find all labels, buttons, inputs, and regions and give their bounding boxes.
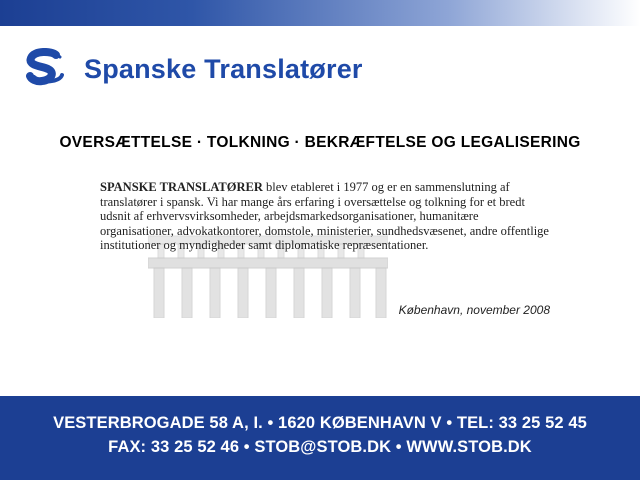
- intro-lead: SPANSKE TRANSLATØRER: [100, 180, 263, 194]
- services-heading: OVERSÆTTELSE · TOLKNING · BEKRÆFTELSE OG LEGALISERING: [59, 134, 581, 151]
- top-gradient-band: [0, 0, 640, 26]
- signoff-place-date: København, november 2008: [398, 303, 550, 317]
- brand-name: Spanske Translatører: [84, 54, 363, 84]
- intro-body: blev etableret i 1977 og er en sammenslutning af translatører i spansk. Vi har mange års erfaring i oversættelse og tolkning for et bredt udsnit af erhvervsvirksomheder, arbejdsmarkedsorganisationer, humanitære organisationer, advokatkontorer, domstole, ministerier, sundhedsvæsenet, andre offentlige institutioner og myndigheder samt diplomatiske repræsentationer.: [100, 180, 549, 253]
- contact-footer: [0, 396, 640, 480]
- footer-contact-line: FAX: 33 25 52 46 • STOB@STOB.DK • WWW.STOB.DK: [108, 438, 532, 456]
- stylized-s-logo-icon: [22, 48, 68, 90]
- intro-paragraph: [100, 180, 550, 253]
- footer-address-line: VESTERBROGADE 58 A, I. • 1620 KØBENHAVN V • TEL: 33 25 52 45: [53, 414, 587, 432]
